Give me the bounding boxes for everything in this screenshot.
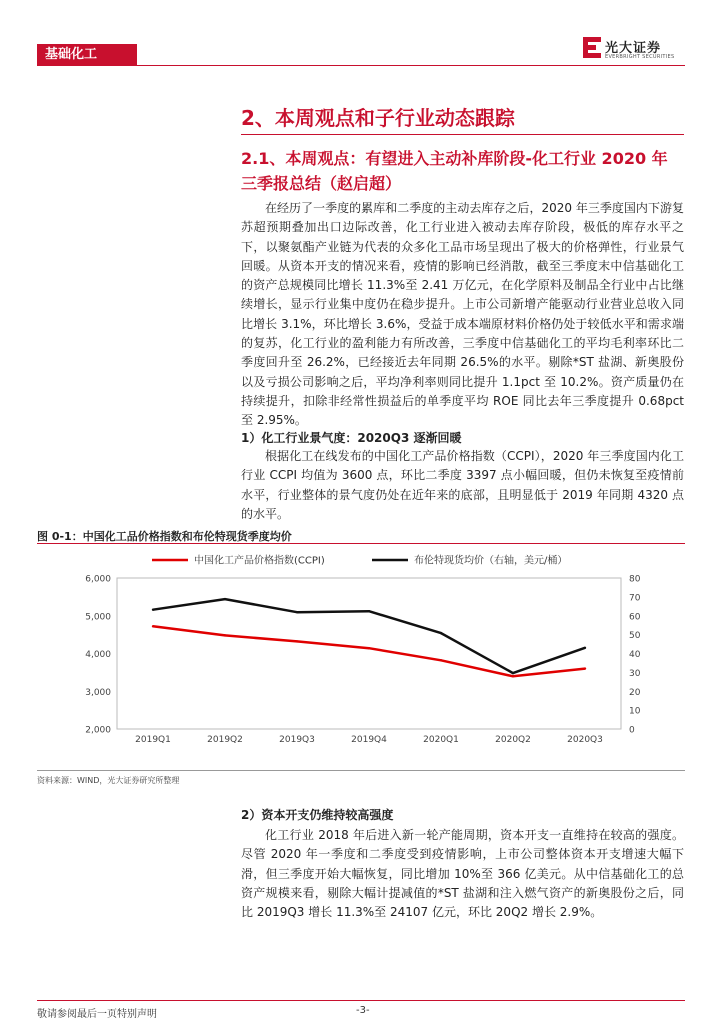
x-tick-label: 2019Q3 xyxy=(279,735,315,745)
y-left-tick-label: 4,000 xyxy=(85,650,111,660)
y-right-tick-label: 70 xyxy=(629,593,641,604)
footer-rule xyxy=(37,1000,685,1001)
series-lines xyxy=(152,598,586,678)
figure-bottom-rule xyxy=(37,770,685,771)
figure-top-rule xyxy=(37,543,685,544)
y-right-tick-label: 40 xyxy=(629,650,641,660)
y-right-tick-label: 60 xyxy=(629,612,641,623)
brent-point xyxy=(368,610,370,612)
ccpi-point xyxy=(296,640,298,642)
x-tick-label: 2019Q4 xyxy=(351,735,387,745)
ccpi-point xyxy=(584,667,586,669)
ccpi-point xyxy=(152,625,154,627)
ccpi-point xyxy=(440,659,442,661)
x-tick-label: 2020Q3 xyxy=(567,735,603,745)
y-right-tick-label: 20 xyxy=(629,687,641,698)
company-logo xyxy=(583,36,693,66)
x-tick-label: 2019Q2 xyxy=(207,735,243,745)
y-left-tick-label: 5,000 xyxy=(85,612,111,623)
brent-point xyxy=(152,609,154,611)
x-tick-label: 2020Q1 xyxy=(423,735,459,745)
x-tick-label: 2020Q2 xyxy=(495,735,531,745)
chart-legend xyxy=(152,554,567,567)
footer-disclaimer: 敬请参阅最后一页特别声明 xyxy=(37,1009,157,1020)
ccpi-point xyxy=(224,634,226,636)
y-left-tick-label: 6,000 xyxy=(85,574,111,585)
section-title-rule xyxy=(241,134,684,135)
ccpi-point xyxy=(368,647,370,649)
paragraph-capex: 化工行业 2018 年后进入新一轮产能周期，资本开支一直维持在较高的强度。尽管 2020 年一季度和二季度受到疫情影响，上市公司整体资本开支增速大幅下滑，但三季度开始大幅恢复，同比增加 10%至 366 亿美元。从中信基础化工的总资产规模来看，剔除大幅计提减值的*ST 盐湖和注入燃气资产的新奥股份之后，同比 2019Q3 增长 11.3%至 24107 亿元，环比 20Q2 增长 2.9%。 xyxy=(241,828,684,920)
paragraph-ccpi: 根据化工在线发布的中国化工产品价格指数（CCPI），2020 年三季度国内化工行业 CCPI 均值为 3600 点，环比二季度 3397 点小幅回暖，但仍未恢复至疫情前水平，行业整体的景气度仍处在近年来的底部，且明显低于 2019 年同期 4320 点的水平。 xyxy=(241,449,684,521)
x-tick-label: 2019Q1 xyxy=(135,735,171,745)
header-section-tag: 基础化工 xyxy=(37,44,137,66)
ccpi-point xyxy=(512,675,514,677)
subheading-industry-prosperity: 1）化工行业景气度：2020Q3 逐渐回暖 xyxy=(241,431,462,445)
legend-label: 布伦特现货均价（右轴，美元/桶） xyxy=(414,555,568,567)
subheading-capex: 2）资本开支仍维持较高强度 xyxy=(241,808,394,822)
y-right-tick-label: 50 xyxy=(629,631,641,642)
y-left-tick-label: 3,000 xyxy=(85,687,111,698)
y-right-tick-label: 10 xyxy=(629,706,641,717)
y-axis-right xyxy=(629,575,641,736)
logo-text-en: EVERBRIGHT SECURITIES xyxy=(605,54,675,60)
y-axis-left xyxy=(85,575,111,736)
brent-point xyxy=(440,632,442,634)
brent-point xyxy=(296,611,298,613)
section-title: 2、本周观点和子行业动态跟踪 xyxy=(241,106,515,130)
ccpi-brent-line-chart xyxy=(37,546,685,768)
brent-point xyxy=(224,598,226,600)
ccpi-line xyxy=(153,626,585,676)
everbright-logo-icon xyxy=(583,37,601,59)
legend-label: 中国化工产品价格指数(CCPI) xyxy=(194,555,325,567)
page-number: -3- xyxy=(356,1005,370,1016)
x-axis xyxy=(135,735,603,745)
figure-source: 资料来源：WIND，光大证券研究所整理 xyxy=(37,776,180,785)
paragraph-industry-summary: 在经历了一季度的累库和二季度的主动去库存之后，2020 年三季度国内下游复苏超预期叠加出口边际改善，化工行业进入被动去库存阶段，极低的库存水平之下，以聚氨酯产业链为代表的众多化工品市场呈现出了极大的价格弹性，行业景气回暖。从资本开支的情况来看，疫情的影响已经消散，截至三季度末中信基础化工的资产总规模同比增长 11.3%至 2.41 万亿元，在化学原料及制品全行业中占比继续增长，显示行业集中度仍在稳步提升。上市公司新增产能驱动行业营业总收入同比增长 3.1%，环比增长 3.6%，受益于成本端原材料价格仍处于较低水平和需求端的复苏，化工行业的盈利能力有所改善，三季度中信基础化工的平均毛利率环比二季度回升至 26.2%，已经接近去年同期 26.5%的水平。剔除*ST 盐湖、新奥股份以及亏损公司影响之后，平均净利率则同比提升 1.1pct 至 10.2%。资产质量仍在持续提升，扣除非经常性损益后的单季度平均 ROE 同比去年三季度提升 0.68pct 至 2.95%。 xyxy=(241,201,684,428)
y-right-tick-label: 0 xyxy=(629,725,635,736)
y-right-tick-label: 30 xyxy=(629,668,641,679)
brent-point xyxy=(584,647,586,649)
y-right-tick-label: 80 xyxy=(629,574,641,585)
logo-text-cn: 光大证券 xyxy=(605,41,662,56)
y-left-tick-label: 2,000 xyxy=(85,725,111,736)
plot-area xyxy=(117,578,621,729)
brent-point xyxy=(512,672,514,674)
figure-title: 图 0-1：中国化工品价格指数和布伦特现货季度均价 xyxy=(37,530,292,543)
subsection-title: 2.1、本周观点：有望进入主动补库阶段-化工行业 2020 年三季报总结（赵启超） xyxy=(241,149,668,193)
